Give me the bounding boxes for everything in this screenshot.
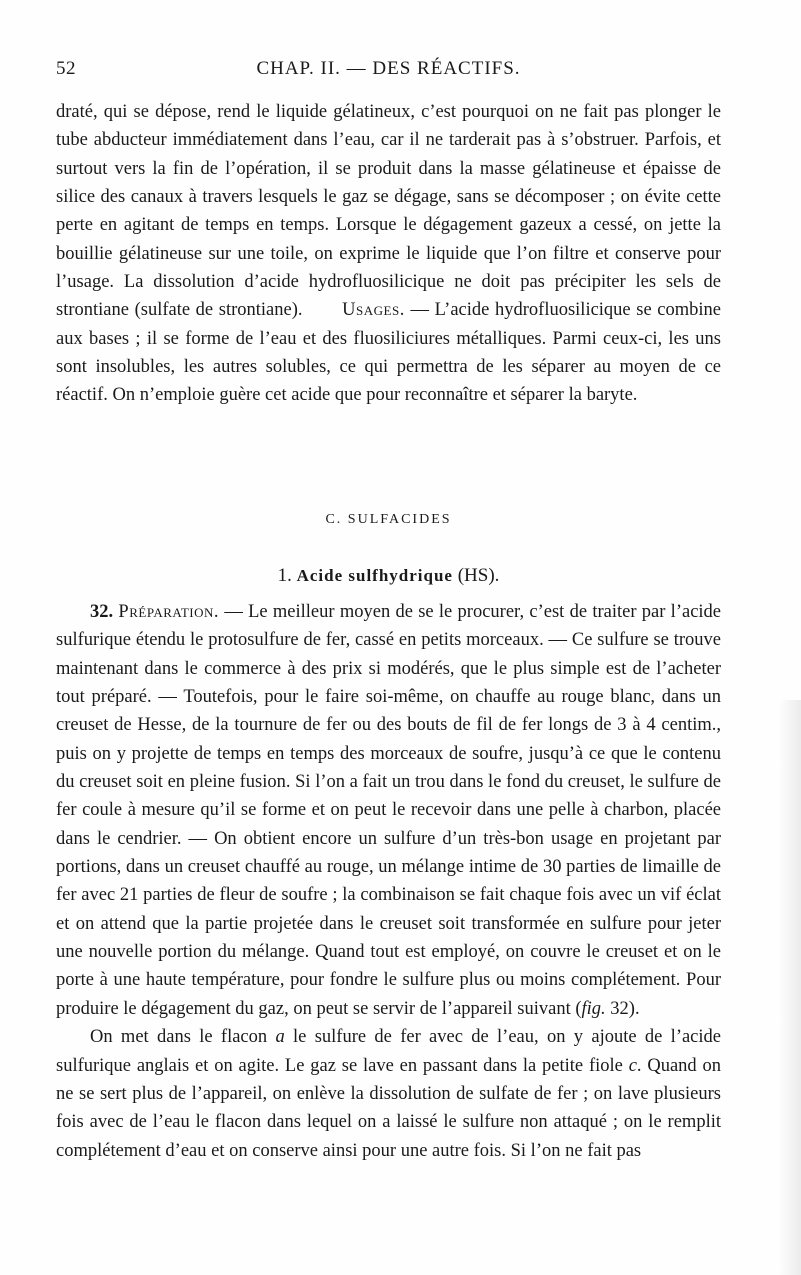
usages-text: — L’acide hydrofluosilicique se combine aux bases ; il se forme de l’eau et des fluosiliciures métalliques. Parmi ceux-ci, les uns sont insolubles, les autres solubles, ce qui permettra de les séparer au moyen de ce réactif. On n’emploie guère cet acide que pour reconnaître et séparer la baryte. (56, 300, 722, 406)
usages-label: Usages. (342, 300, 405, 321)
paragraph-text: draté, qui se dépose, rend le liquide gélatineux, c’est pourquoi on ne fait pas plonger le tube abducteur immédiatement dans l’eau, car il ne tarderait pas à s’obstruer. Parfois, et surtout vers la fin de l’opération, il se produit dans la masse gélatineuse et épaisse de silice des canaux à travers lesquels le gaz se dégage, sans se décomposer ; on évite cette perte en agitant de temps en temps. Lorsque le dégagement gazeux a cessé, on jette la bouillie gélatineuse sur une toile, on exprime le liquide que l’on filtre et conserve pour l’usage. La dissolution d’acide hydrofluosilicique ne doit pas précipiter les sels de strontiane (sulfate de strontiane). (56, 102, 721, 321)
section-heading: C. SULFACIDES (325, 512, 452, 527)
running-title: CHAP. II. — DES RÉACTIFS. (256, 58, 521, 79)
flask-paragraph-start: On met dans le flacon (90, 1027, 276, 1048)
paragraph-continuation (56, 98, 721, 410)
paragraph-number: 32. (90, 602, 114, 622)
vial-label-c: c (628, 1055, 637, 1076)
page-number: 52 (56, 58, 76, 79)
subsection-number: 1. (277, 565, 292, 586)
subsection-heading (56, 565, 721, 587)
preparation-label: Préparation. (118, 602, 220, 622)
preparation-text-end: 32). (605, 998, 640, 1019)
page-edge-shadow (779, 700, 801, 1275)
subsection-formula: (HS). (457, 565, 500, 586)
preparation-text: — Le meilleur moyen de se le procurer, c’est de traiter par l’acide sulfurique étendu le protosulfure de fer, cassé en petits morceaux. — Ce sulfure se trouve maintenant dans le commerce à des prix si modérés, que le plus simple est de l’acheter tout préparé. — Toutefois, pour le faire soi-même, on chauffe au rouge blanc, dans un creuset de Hesse, de la tournure de fer ou des bouts de fil de fer longs de 3 à 4 centim., puis on y projette de temps en temps des morceaux de soufre, jusqu’à ce que le contenu du creuset soit en pleine fusion. Si l’on a fait un trou dans le fond du creuset, le sulfure de fer coule à mesure qu’il se forme et on peut le recevoir dans une pelle à charbon, placée dans le cendrier. — On obtient encore un sulfure d’un très-bon usage en projetant par portions, dans un creuset chauffé au rouge, un mélange intime de 30 parties de limaille de fer avec 21 parties de fleur de soufre ; la combinaison se fait chaque fois avec un vif éclat et on attend que la partie projetée dans le creuset soit transformée en sulfure pour jeter une nouvelle portion du mélange. Quand tout est employé, on couvre le creuset et on le porte à une haute température, pour fondre le sulfure plus ou moins complétement. Pour produire le dégagement du gaz, on peut se servir de l’appareil suivant ( (56, 602, 722, 1019)
figure-reference: fig. (581, 998, 606, 1019)
page-header (56, 58, 721, 82)
flask-paragraph-mid: le sulfure de fer avec de l’eau, on y ajoute de l’acide sulfurique anglais et on agite. Le gaz se lave en passant dans la petite fiole (56, 1027, 721, 1076)
preparation-paragraph (56, 598, 721, 1165)
flask-paragraph-end: . Quand on ne se sert plus de l’appareil, on enlève la dissolution de sulfate de fer ; on lave plusieurs fois avec de l’eau le flacon dans lequel on a laissé le sulfure non attaqué ; on le remplit complétement d’eau et on conserve ainsi pour une autre fois. Si l’on ne fait pas (56, 1055, 721, 1161)
subsection-name: Acide sulfhydrique (296, 566, 453, 585)
flask-label-a: a (275, 1027, 285, 1048)
